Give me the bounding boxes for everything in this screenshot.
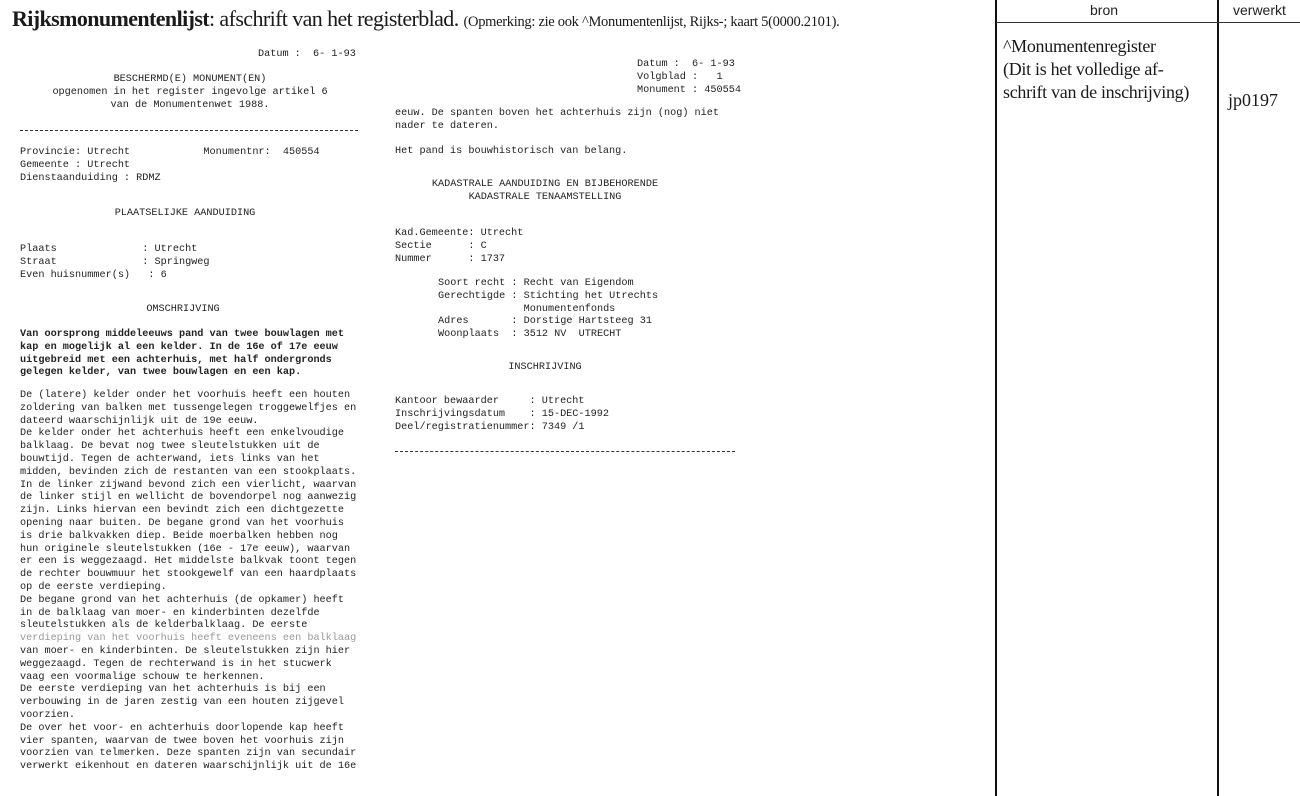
text-line: Gerechtigde : Stichting het Utrechts bbox=[438, 290, 659, 302]
title-rest: : afschrift van het registerblad. bbox=[209, 6, 459, 31]
text-line: voorzien van telmerken. Deze spanten zijn van secundair bbox=[20, 748, 357, 760]
text-line: hun originele sleutelstukken (16e - 17e eeuw), waarvan bbox=[20, 543, 351, 555]
page1-identification bbox=[20, 147, 320, 185]
text-line: verdieping van het voorhuis heeft eveneens een balklaag bbox=[20, 633, 357, 645]
text-line: balklaag. De bevat nog twee sleutelstukken uit de bbox=[20, 441, 320, 453]
text-line: De kelder onder het achterhuis heeft een enkelvoudige bbox=[20, 428, 345, 440]
text-line: INSCHRIJVING bbox=[508, 362, 582, 373]
text-line: Datum : 6- 1-93 bbox=[258, 49, 356, 60]
text-line: bouwtijd. Tegen de achterwand, iets links van het bbox=[20, 453, 320, 465]
bron-line: ^Monumentenregister bbox=[1003, 36, 1156, 56]
text-line: dateerd waarschijnlijk uit de 19e eeuw. bbox=[20, 415, 259, 427]
text-line: opening naar buiten. De begane grond van het voorhuis bbox=[20, 517, 345, 529]
page1-datum bbox=[258, 49, 356, 62]
column-header-bron: bron bbox=[1090, 2, 1119, 18]
plaatselijke-heading bbox=[115, 208, 256, 221]
text-line: is drie balkvakken diep. Beide moerbalken hebben nog bbox=[20, 530, 338, 542]
text-line: Inschrijvingsdatum : 15-DEC-1992 bbox=[395, 408, 609, 420]
bron-text bbox=[1003, 35, 1189, 104]
text-line: verbouwing in de jaren zestig van een houten zijgevel bbox=[20, 697, 345, 709]
text-line: op de eerste verdieping. bbox=[20, 581, 167, 593]
text-line: de rechter bouwmuur het stookgewelf van een haardplaats bbox=[20, 569, 357, 581]
text-line: van de Monumentenwet 1988. bbox=[110, 99, 270, 111]
text-line bbox=[395, 134, 719, 147]
verwerkt-code: jp0197 bbox=[1228, 90, 1279, 110]
text-line: midden, bevinden zich de restanten van een stookplaats. bbox=[20, 466, 357, 478]
text-line: vier spanten, waarvan de twee boven het voorhuis zijn bbox=[20, 735, 345, 747]
text-line: Van oorsprong middeleeuws pand van twee bouwlagen met bbox=[20, 329, 345, 340]
text-line: gelegen kelder, van twee bouwlagen en een kap. bbox=[20, 367, 302, 379]
text-line: nader te dateren. bbox=[395, 120, 499, 132]
kadastrale-heading bbox=[432, 179, 658, 205]
text-line: Dienstaanduiding : RDMZ bbox=[20, 172, 161, 184]
text-line: de linker stijl en wellicht de bovendorpel nog aanwezig bbox=[20, 492, 357, 504]
text-line: De (latere) kelder onder het voorhuis heeft een houten bbox=[20, 390, 351, 401]
inschrijving-heading bbox=[508, 362, 581, 375]
text-line: Woonplaats : 3512 NV UTRECHT bbox=[438, 329, 622, 341]
text-line: sleutelstukken als de kelderbalklaag. De eerste bbox=[20, 620, 308, 632]
text-line: voorzien. bbox=[20, 709, 76, 721]
text-line: Soort recht : Recht van Eigendom bbox=[438, 278, 634, 289]
text-line: Nummer : 1737 bbox=[395, 253, 506, 265]
page2-continuation bbox=[395, 108, 719, 159]
column-divider bbox=[995, 0, 997, 796]
page2-meta bbox=[637, 59, 741, 97]
text-line: Volgblad : 1 bbox=[637, 71, 723, 83]
text-line: Datum : 6- 1-93 bbox=[637, 59, 735, 70]
text-line: eeuw. De spanten boven het achterhuis zijn (nog) niet bbox=[395, 108, 720, 119]
text-line: Provincie: Utrecht Monumentnr: 450554 bbox=[20, 147, 320, 158]
text-line: van moer- en kinderbinten. De sleutelstukken zijn hier bbox=[20, 645, 351, 657]
omschrijving-para1 bbox=[20, 329, 344, 380]
text-line: Plaats : Utrecht bbox=[20, 244, 198, 255]
text-line: zoldering van balken met tussengelegen troggewelfjes en bbox=[20, 402, 357, 414]
kadastrale-block bbox=[395, 228, 523, 266]
omschrijving-para2 bbox=[20, 390, 356, 774]
title-bold: Rijksmonumentenlijst bbox=[12, 6, 210, 31]
text-line: opgenomen in het register ingevolge artikel 6 bbox=[52, 86, 328, 98]
document-title bbox=[12, 6, 839, 32]
text-line: OMSCHRIJVING bbox=[146, 304, 220, 315]
text-line: Kad.Gemeente: Utrecht bbox=[395, 228, 524, 239]
bron-line: (Dit is het volledige af- bbox=[1003, 59, 1164, 79]
text-line: zijn. Links hiervan een bevindt zich een dichtgezette bbox=[20, 505, 345, 517]
text-line: De begane grond van het achterhuis (de opkamer) heeft bbox=[20, 594, 345, 606]
text-line: In de linker zijwand bevond zich een vierlicht, waarvan bbox=[20, 479, 357, 491]
text-line: vaag een voormalige schouw te herkennen. bbox=[20, 671, 265, 683]
text-line: Het pand is bouwhistorisch van belang. bbox=[395, 146, 628, 158]
text-line: BESCHERMD(E) MONUMENT(EN) bbox=[113, 74, 267, 85]
title-remark: (Opmerking: zie ook ^Monumentenlijst, Rijks-; kaart 5(0000.2101). bbox=[463, 14, 840, 30]
text-line: De over het voor- en achterhuis doorlopende kap heeft bbox=[20, 722, 345, 734]
recht-block bbox=[438, 278, 658, 342]
text-line: Kantoor bewaarder : Utrecht bbox=[395, 396, 585, 407]
header-divider bbox=[996, 22, 1300, 23]
text-line: Straat : Springweg bbox=[20, 256, 210, 268]
column-header-verwerkt: verwerkt bbox=[1233, 2, 1286, 18]
omschrijving-heading bbox=[146, 304, 219, 317]
column-divider bbox=[1217, 0, 1219, 796]
bron-line: schrift van de inschrijving) bbox=[1003, 82, 1190, 102]
inschrijving-block bbox=[395, 396, 609, 434]
text-line: Monumentenfonds bbox=[438, 303, 616, 315]
text-line: KADASTRALE TENAAMSTELLING bbox=[468, 191, 622, 203]
page1-heading bbox=[52, 74, 327, 112]
text-line: Even huisnummer(s) : 6 bbox=[20, 269, 167, 281]
text-line: uitgebreid met een achterhuis, met half ondergronds bbox=[20, 354, 332, 366]
plaats-block bbox=[20, 244, 210, 282]
text-line: verwerkt eikenhout en dateren waarschijnlijk uit de 16e bbox=[20, 761, 357, 773]
text-line: weggezaagd. Tegen de rechterwand is in het stucwerk bbox=[20, 658, 332, 670]
text-line: Deel/registratienummer: 7349 /1 bbox=[395, 421, 585, 433]
text-line: kap en mogelijk al een kelder. In de 16e of 17e eeuw bbox=[20, 341, 338, 353]
text-line: De eerste verdieping van het achterhuis is bij een bbox=[20, 684, 326, 696]
text-line: Sectie : C bbox=[395, 240, 487, 252]
text-line: KADASTRALE AANDUIDING EN BIJBEHORENDE bbox=[431, 179, 659, 190]
text-line: in de balklaag van moer- en kinderbinten dezelfde bbox=[20, 607, 320, 619]
text-line: Adres : Dorstige Hartsteeg 31 bbox=[438, 316, 652, 328]
text-line: er een is weggezaagd. Het middelste balkvak toont tegen bbox=[20, 556, 357, 568]
divider bbox=[395, 451, 735, 452]
text-line: Gemeente : Utrecht bbox=[20, 159, 131, 171]
divider bbox=[20, 130, 358, 131]
text-line: Monument : 450554 bbox=[637, 84, 741, 96]
text-line: PLAATSELIJKE AANDUIDING bbox=[114, 208, 256, 219]
